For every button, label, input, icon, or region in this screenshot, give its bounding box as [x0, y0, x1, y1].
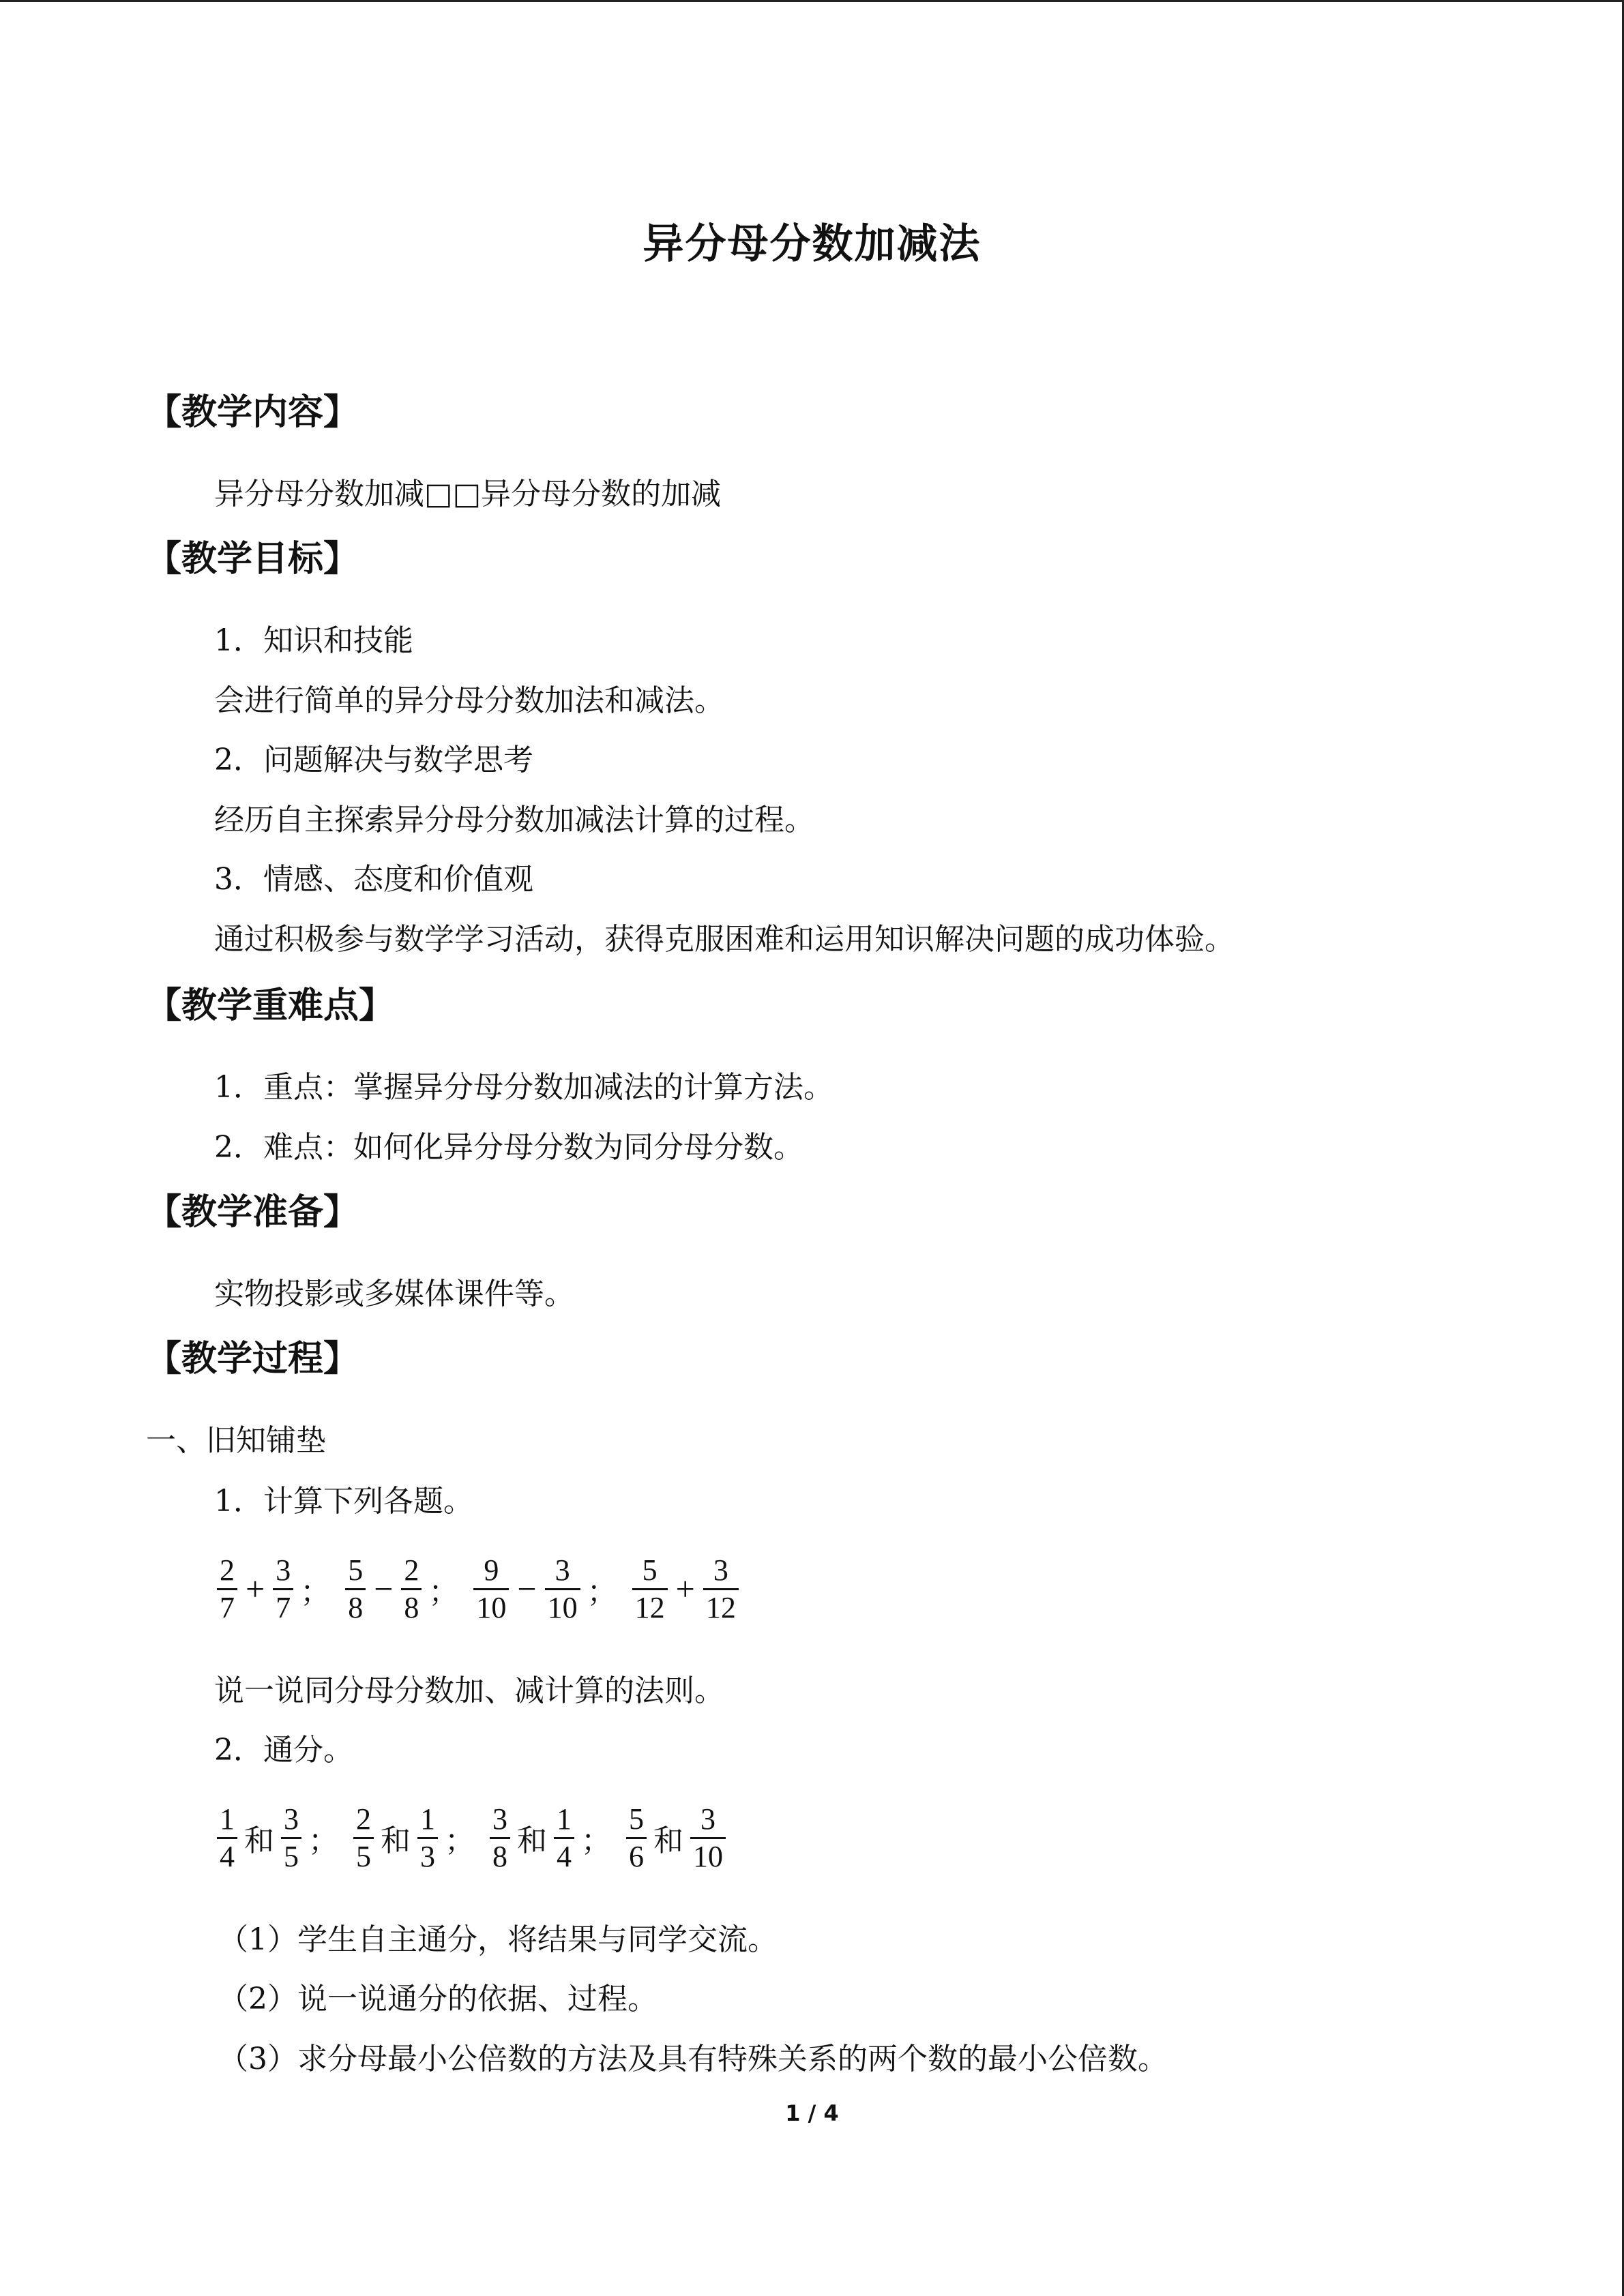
section-heading-key-points: 【教学重难点】 — [146, 985, 395, 1026]
q2-pairs — [214, 1793, 728, 1882]
and-word: 和 — [517, 1824, 547, 1858]
fraction: $\frac{2}{8}$ — [401, 1553, 422, 1626]
fraction: $\frac{3}{5}$ — [281, 1802, 301, 1875]
goal-item: 1．知识和技能 — [214, 623, 413, 658]
separator: ； — [428, 1575, 459, 1609]
goal-item: 经历自主探索异分母分数加减法计算的过程。 — [214, 803, 814, 837]
section-heading-content: 【教学内容】 — [146, 392, 359, 433]
document-title: 异分母分数加减法 — [643, 220, 981, 268]
key-point-item: 2．难点：如何化异分母分数为同分母分数。 — [214, 1130, 803, 1165]
fraction: $\frac{1}{3}$ — [417, 1802, 438, 1875]
fraction: $\frac{3}{10}$ — [690, 1802, 726, 1875]
section-heading-process: 【教学过程】 — [146, 1339, 359, 1380]
and-word: 和 — [244, 1824, 274, 1858]
separator: ； — [300, 1575, 331, 1609]
fraction: $\frac{1}{4}$ — [554, 1802, 574, 1875]
separator: ； — [581, 1824, 611, 1858]
goal-item: 2．问题解决与数学思考 — [214, 743, 533, 777]
key-point-item: 1．重点：掌握异分母分数加减法的计算方法。 — [214, 1070, 833, 1105]
question-2: 2．通分。 — [214, 1733, 353, 1768]
fraction: $\frac{2}{5}$ — [353, 1802, 374, 1875]
section-heading-goals: 【教学目标】 — [146, 539, 359, 580]
and-word: 和 — [653, 1824, 683, 1858]
fraction: $\frac{5}{12}$ — [632, 1553, 668, 1626]
content-text: 异分母分数加减□□异分母分数的加减 — [214, 477, 722, 511]
fraction: $\frac{3}{7}$ — [273, 1553, 293, 1626]
goal-item: 会进行简单的异分母分数加法和减法。 — [214, 683, 724, 718]
operator: − — [374, 1570, 394, 1608]
separator: ； — [587, 1575, 617, 1609]
step-item: （3）求分母最小公倍数的方法及具有特殊关系的两个数的最小公倍数。 — [218, 2042, 1168, 2076]
page-border-top — [0, 0, 1624, 2]
operator: + — [675, 1570, 695, 1608]
fraction: $\frac{5}{6}$ — [626, 1802, 647, 1875]
separator: ； — [308, 1824, 338, 1858]
operator: + — [246, 1570, 265, 1608]
question-1: 1．计算下列各题。 — [214, 1484, 473, 1519]
operator: − — [517, 1570, 537, 1608]
separator: ； — [445, 1824, 475, 1858]
section-heading-preparation: 【教学准备】 — [146, 1192, 359, 1233]
page-number: 1 / 4 — [785, 2100, 839, 2126]
goal-item: 3．情感、态度和价值观 — [214, 862, 533, 897]
step-item: （2）说一说通分的依据、过程。 — [218, 1982, 658, 2016]
fraction: $\frac{2}{7}$ — [217, 1553, 237, 1626]
q1-expressions — [214, 1545, 741, 1633]
preparation-text: 实物投影或多媒体课件等。 — [214, 1277, 574, 1311]
fraction: $\frac{5}{8}$ — [345, 1553, 366, 1626]
process-part1-title: 一、旧知铺垫 — [146, 1423, 326, 1458]
fraction: $\frac{9}{10}$ — [473, 1553, 509, 1626]
step-item: （1）学生自主通分，将结果与同学交流。 — [218, 1922, 778, 1957]
fraction: $\frac{3}{12}$ — [703, 1553, 739, 1626]
q1-note: 说一说同分母分数加、减计算的法则。 — [214, 1673, 724, 1708]
fraction: $\frac{3}{8}$ — [490, 1802, 510, 1875]
fraction: $\frac{1}{4}$ — [217, 1802, 237, 1875]
fraction: $\frac{3}{10}$ — [545, 1553, 580, 1626]
and-word: 和 — [381, 1824, 411, 1858]
goal-item: 通过积极参与数学学习活动，获得克服困难和运用知识解决问题的成功体验。 — [214, 922, 1235, 957]
